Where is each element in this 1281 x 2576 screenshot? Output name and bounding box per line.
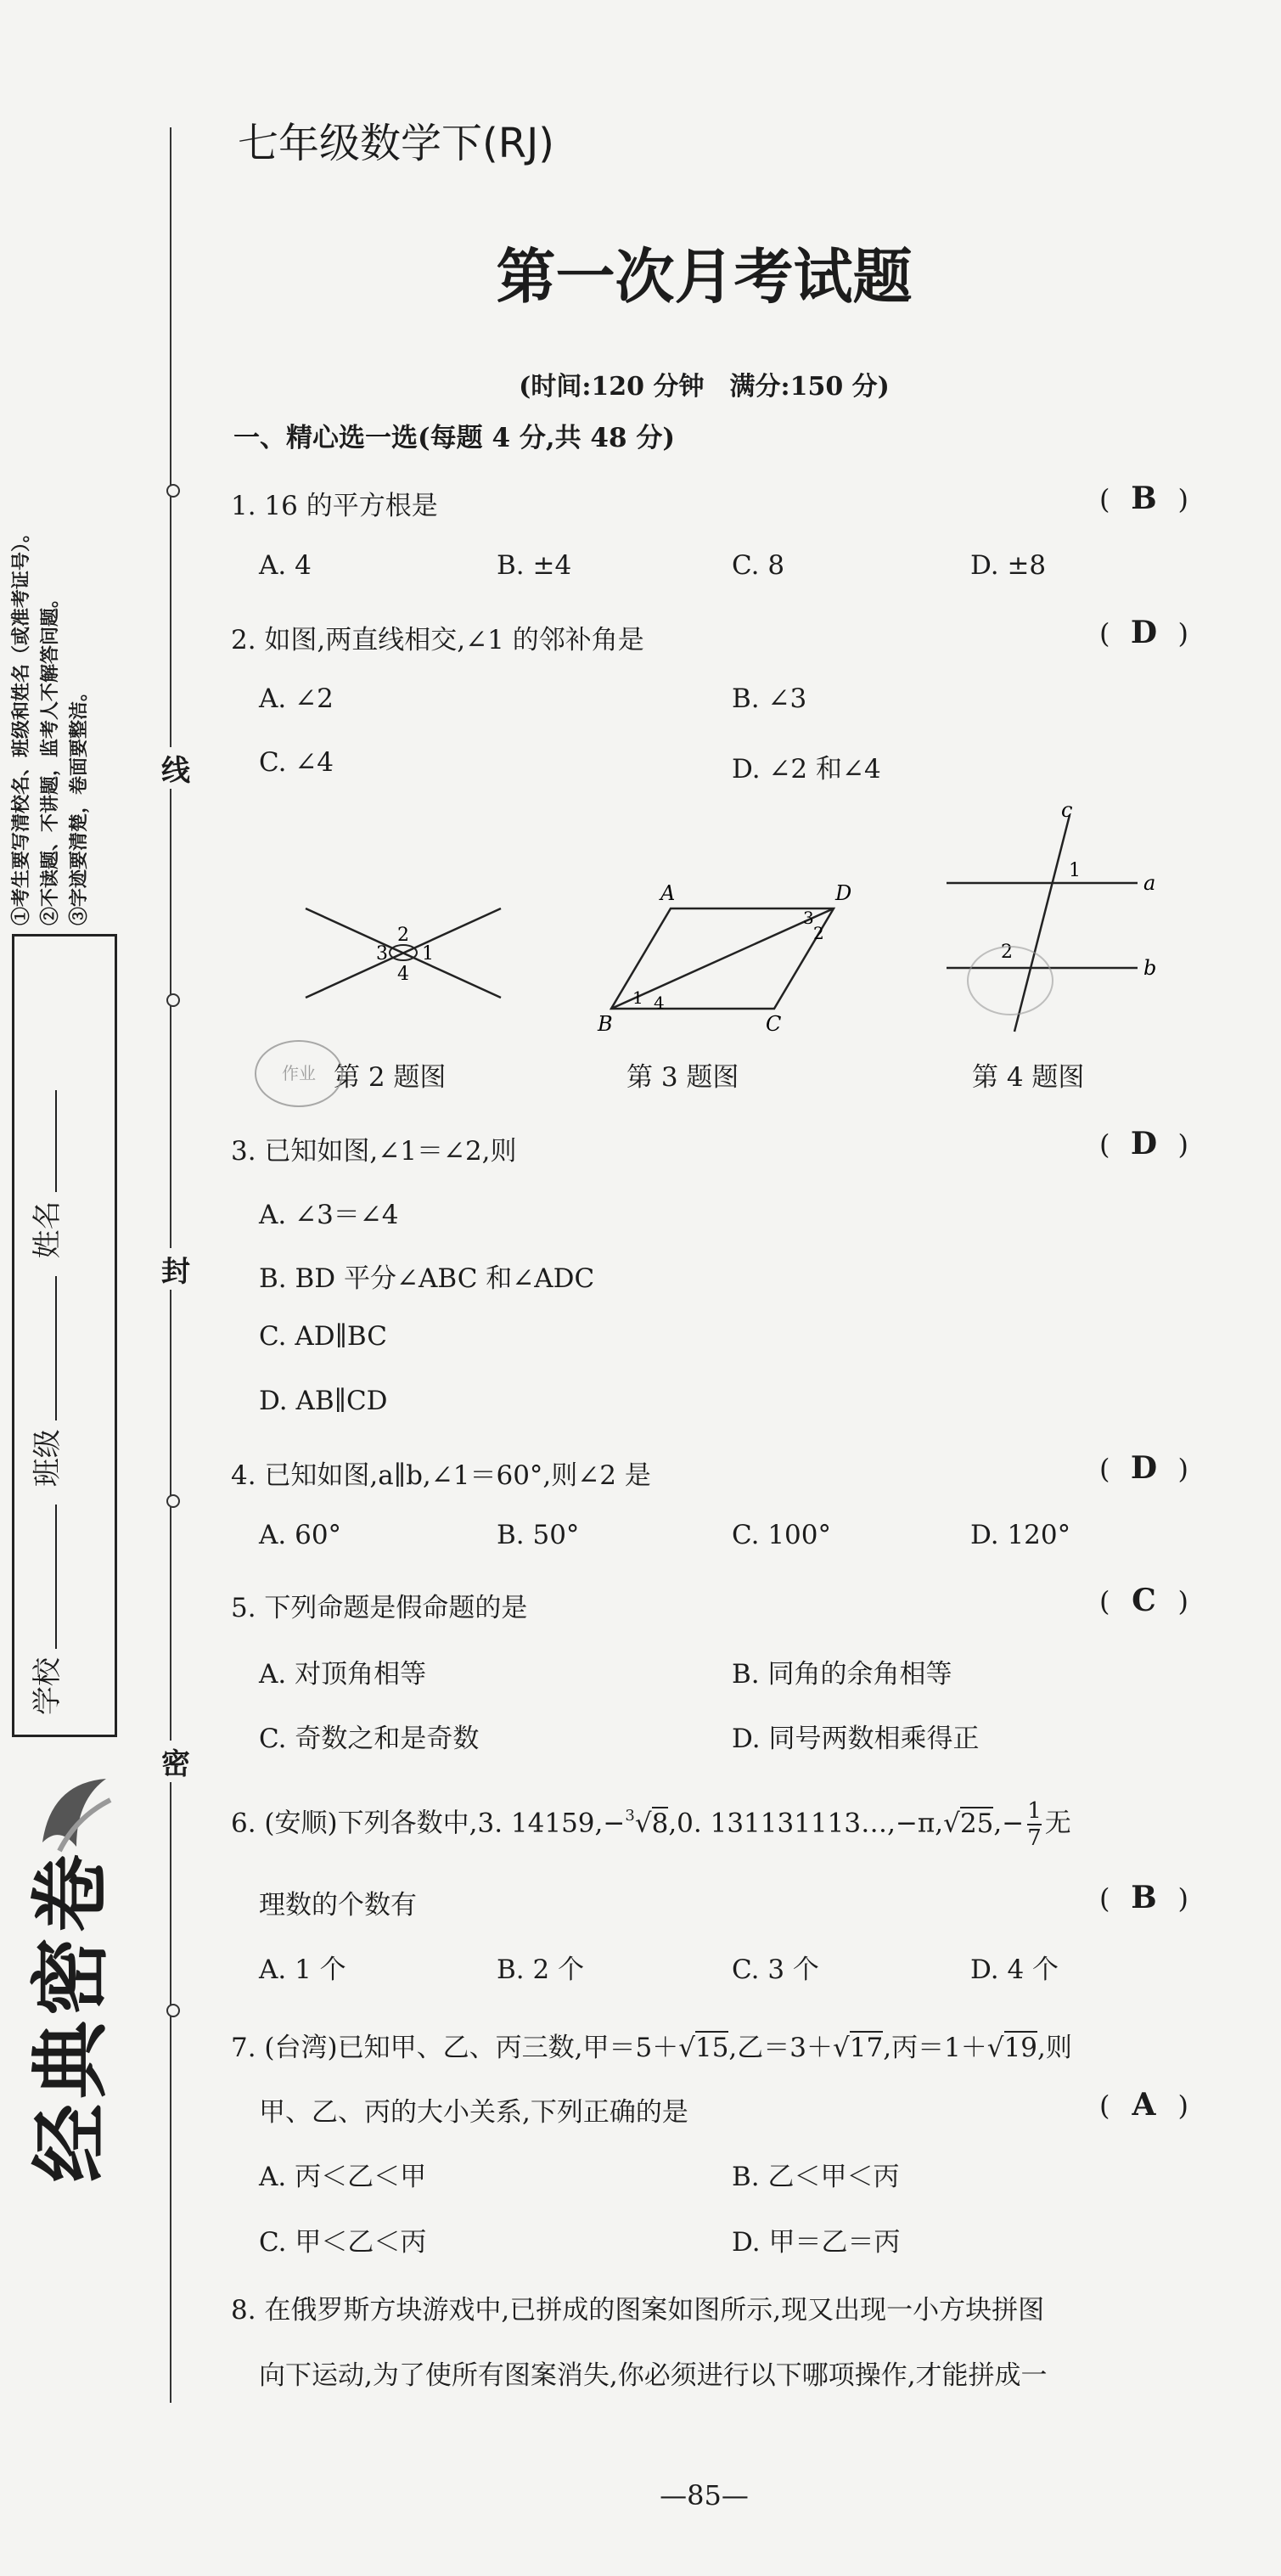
- q5-option-a: A. 对顶角相等: [259, 1659, 427, 1690]
- fig4-label-b: b: [1143, 956, 1157, 980]
- question-6-line2: 理数的个数有: [259, 1890, 417, 1921]
- fig3-label-2: 2: [813, 923, 824, 943]
- q7-radical-icon-3: √: [986, 2033, 1004, 2063]
- q4-option-c: C. 100°: [732, 1520, 831, 1550]
- q6-frac-den: 7: [1027, 1825, 1042, 1851]
- question-4: 4. 已知如图,a∥b,∠1＝60°,则∠2 是: [231, 1460, 651, 1491]
- fig3-label-C: C: [766, 1012, 782, 1036]
- binding-hole: [166, 2004, 180, 2017]
- name-blank[interactable]: [55, 1090, 57, 1192]
- q2-option-b: B. ∠3: [732, 683, 807, 714]
- fig3-label-B: B: [598, 1012, 613, 1036]
- q7-root15: 15: [694, 2033, 729, 2063]
- q2-option-c: C. ∠4: [259, 747, 334, 778]
- q7-text-a: 7. (台湾)已知甲、乙、丙三数,甲＝5＋: [231, 2033, 679, 2063]
- q1-option-d: D. ±8: [970, 550, 1047, 581]
- q5-option-d: D. 同号两数相乘得正: [732, 1724, 980, 1754]
- answer-2: ( D ): [1099, 615, 1188, 650]
- figure-4: [930, 798, 1184, 1036]
- fig4-label-a: a: [1143, 871, 1156, 895]
- q7-radical-icon-2: √: [833, 2033, 850, 2063]
- q7-root19: 19: [1003, 2033, 1038, 2063]
- q1-option-a: A. 4: [259, 550, 312, 581]
- fig3-label-1: 1: [632, 987, 643, 1008]
- fig2-caption: 第 2 题图: [334, 1062, 447, 1093]
- fig2-label-1: 1: [422, 943, 434, 965]
- fig2-label-3: 3: [376, 943, 388, 965]
- q6-root8: 8: [651, 1808, 669, 1839]
- fig4-label-1: 1: [1069, 860, 1081, 881]
- q6-text-c: ,−: [993, 1808, 1025, 1839]
- fig2-label-2: 2: [397, 925, 409, 946]
- q7-radical-icon: √: [678, 2033, 695, 2063]
- binding-mark-xian: 线: [161, 747, 183, 789]
- q1-option-c: C. 8: [732, 550, 785, 581]
- q2-option-a: A. ∠2: [259, 683, 334, 714]
- q7-option-c: C. 甲＜乙＜丙: [259, 2227, 427, 2258]
- binding-hole: [166, 484, 180, 498]
- q6-text-d: 无: [1044, 1808, 1071, 1839]
- binding-mark-feng: 封: [161, 1248, 183, 1290]
- class-label: 班级: [31, 1429, 65, 1488]
- fig3-label-3: 3: [803, 908, 814, 928]
- fig4-label-2: 2: [1001, 942, 1013, 963]
- fig2-label-4: 4: [397, 964, 409, 985]
- answer-5: ( C ): [1099, 1583, 1188, 1618]
- q6-option-c: C. 3 个: [732, 1954, 819, 1985]
- fig4-label-c: c: [1061, 798, 1073, 822]
- question-5: 5. 下列命题是假命题的是: [231, 1593, 528, 1623]
- page-title: 第一次月考试题: [496, 241, 913, 312]
- q6-root25: 25: [959, 1808, 994, 1839]
- time-info: (时间:120 分钟 满分:150 分): [519, 372, 890, 402]
- q3-option-a: A. ∠3＝∠4: [259, 1200, 399, 1230]
- q6-radical-icon-2: √: [943, 1808, 960, 1839]
- binding-hole: [166, 993, 180, 1007]
- name-label: 姓名: [31, 1201, 65, 1259]
- binding-hole: [166, 1494, 180, 1508]
- school-blank[interactable]: [55, 1505, 57, 1649]
- figure-3: [586, 875, 866, 1036]
- subject-header: 七年级数学下(RJ): [238, 120, 554, 167]
- exam-notes: [7, 399, 93, 925]
- answer-7: ( A ): [1099, 2087, 1188, 2123]
- fig3-caption: 第 3 题图: [626, 1062, 739, 1093]
- question-6: [231, 1798, 1071, 1851]
- q6-radical-icon: √: [634, 1808, 652, 1839]
- q6-text-a: 6. (安顺)下列各数中,3. 14159,−: [231, 1808, 626, 1839]
- brand-title: 经典密卷: [25, 1848, 116, 2182]
- class-blank[interactable]: [55, 1276, 57, 1420]
- answer-1: ( B ): [1099, 481, 1188, 516]
- q1-option-b: B. ±4: [497, 550, 572, 581]
- answer-6: ( B ): [1099, 1880, 1188, 1915]
- fig4-caption: 第 4 题图: [972, 1062, 1085, 1093]
- q6-fraction: [1027, 1798, 1042, 1851]
- question-2: 2. 如图,两直线相交,∠1 的邻补角是: [231, 625, 644, 655]
- section-heading: 一、精心选一选(每题 4 分,共 48 分): [233, 423, 676, 453]
- q7-option-d: D. 甲＝乙＝丙: [732, 2227, 901, 2258]
- fig3-label-4: 4: [654, 993, 665, 1013]
- q4-option-b: B. 50°: [497, 1520, 580, 1550]
- page-number: —85—: [660, 2479, 749, 2511]
- q7-option-b: B. 乙＜甲＜丙: [732, 2162, 900, 2192]
- q6-option-a: A. 1 个: [259, 1954, 346, 1985]
- question-8-line2: 向下运动,为了使所有图案消失,你必须进行以下哪项操作,才能拼成一: [259, 2360, 1048, 2391]
- school-label: 学校: [31, 1657, 65, 1715]
- q7-text-c: ,丙＝1＋: [883, 2033, 987, 2063]
- q6-option-b: B. 2 个: [497, 1954, 585, 1985]
- question-7-line2: 甲、乙、丙的大小关系,下列正确的是: [259, 2097, 688, 2128]
- question-1: 1. 16 的平方根是: [231, 491, 438, 521]
- binding-mark-mi: 密: [161, 1741, 183, 1782]
- homework-stamp: 作业: [255, 1040, 343, 1107]
- q3-option-c: C. AD∥BC: [259, 1321, 387, 1352]
- q5-option-b: B. 同角的余角相等: [732, 1659, 952, 1690]
- answer-4: ( D ): [1099, 1450, 1188, 1486]
- fig3-label-A: A: [660, 881, 676, 905]
- q6-text-b: ,0. 131131113…,−π,: [668, 1808, 944, 1839]
- q4-option-d: D. 120°: [970, 1520, 1071, 1550]
- note-3: ③字迹要清楚，卷面要整洁。: [68, 682, 90, 925]
- q6-frac-num: 1: [1027, 1798, 1042, 1824]
- q6-cube-index: 3: [625, 1806, 635, 1825]
- figure-2: [297, 891, 518, 1019]
- question-8-line1: 8. 在俄罗斯方块游戏中,已拼成的图案如图所示,现又出现一小方块拼图: [231, 2295, 1045, 2326]
- q2-option-d: D. ∠2 和∠4: [732, 754, 881, 785]
- q7-option-a: A. 丙＜乙＜甲: [259, 2162, 427, 2192]
- q4-option-a: A. 60°: [259, 1520, 342, 1550]
- fig3-label-D: D: [835, 881, 852, 905]
- q7-root17: 17: [849, 2033, 884, 2063]
- question-3: 3. 已知如图,∠1＝∠2,则: [231, 1136, 517, 1167]
- note-1: ①考生要写清校名、班级和姓名（或准考证号）。: [10, 523, 32, 925]
- q6-option-d: D. 4 个: [970, 1954, 1059, 1985]
- question-7: [231, 2026, 1072, 2064]
- q7-text-b: ,乙＝3＋: [728, 2033, 833, 2063]
- q3-option-d: D. AB∥CD: [259, 1386, 388, 1416]
- answer-3: ( D ): [1099, 1126, 1188, 1161]
- q7-text-d: ,则: [1037, 2033, 1072, 2063]
- student-info-fields: [24, 951, 65, 1715]
- q3-option-b: B. BD 平分∠ABC 和∠ADC: [259, 1263, 595, 1294]
- note-2: ②不读题、不讲题，监考人不解答问题。: [39, 588, 61, 925]
- q5-option-c: C. 奇数之和是奇数: [259, 1724, 480, 1754]
